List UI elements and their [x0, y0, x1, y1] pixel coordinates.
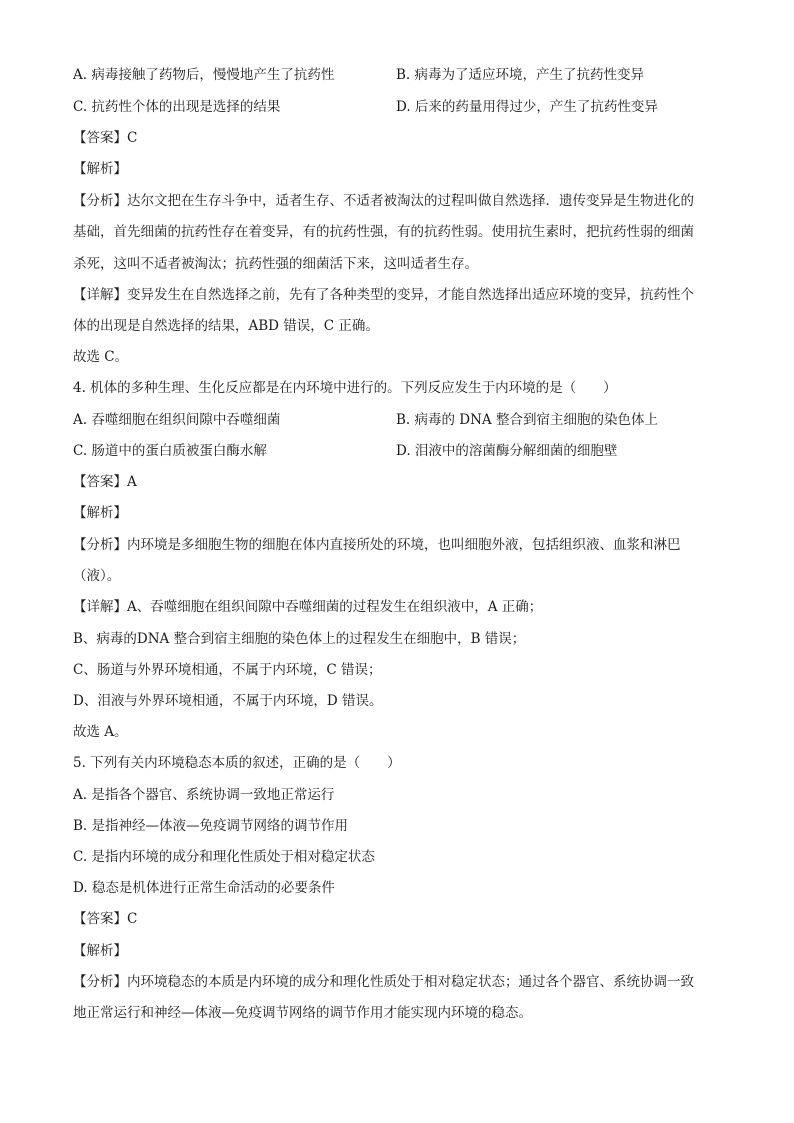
q5-fenxi-line-1: 【分析】内环境稳态的本质是内环境的成分和理化性质处于相对稳定状态；通过各个器官、系统协调一致: [73, 974, 694, 990]
q3-option-a: A. 病毒接触了药物后，慢慢地产生了抗药性: [73, 67, 335, 83]
q3-analysis-label: 【解析】: [73, 161, 127, 177]
q4-answer: 【答案】A: [73, 474, 137, 490]
q4-option-b: B. 病毒的 DNA 整合到宿主细胞的染色体上: [396, 412, 658, 428]
q3-conclusion: 故选 C。: [73, 349, 129, 365]
q3-fenxi-line-3: 杀死，这叫不适者被淘汰；抗药性强的细菌活下来，这叫适者生存。: [73, 256, 478, 272]
q3-xiangjie-line-1: 【详解】变异发生在自然选择之前，先有了各种类型的变异，才能自然选择出适应环境的变异，抗药性个: [73, 287, 694, 303]
q4-xiangjie-line-4: D、泪液与外界环境相通，不属于内环境，D 错误。: [73, 693, 383, 709]
q4-option-a: A. 吞噬细胞在组织间隙中吞噬细菌: [73, 412, 281, 428]
q3-answer: 【答案】C: [73, 130, 138, 146]
q4-stem: 4. 机体的多种生理、生化反应都是在内环境中进行的。下列反应发生于内环境的是（ ）: [73, 380, 617, 396]
q4-analysis-label: 【解析】: [73, 505, 127, 521]
q5-option-b: B. 是指神经—体液—免疫调节网络的调节作用: [73, 818, 349, 834]
q4-xiangjie-line-2: B、病毒的DNA 整合到宿主细胞的染色体上的过程发生在细胞中，B 错误；: [73, 631, 526, 647]
q4-xiangjie-line-3: C、肠道与外界环境相通，不属于内环境，C 错误；: [73, 662, 382, 678]
q3-option-b: B. 病毒为了适应环境，产生了抗药性变异: [396, 67, 645, 83]
q3-fenxi-line-2: 基础，首先细菌的抗药性存在着变异，有的抗药性强，有的抗药性弱。使用抗生素时，把抗药性弱的细菌: [73, 224, 694, 240]
q4-option-d: D. 泪液中的溶菌酶分解细菌的细胞壁: [396, 443, 618, 459]
q4-option-c: C. 肠道中的蛋白质被蛋白酶水解: [73, 443, 267, 459]
q3-option-d: D. 后来的药量用得过少，产生了抗药性变异: [396, 99, 658, 115]
q5-option-a: A. 是指各个器官、系统协调一致地正常运行: [73, 787, 335, 803]
q5-option-d: D. 稳态是机体进行正常生命活动的必要条件: [73, 880, 335, 896]
q5-stem: 5. 下列有关内环境稳态本质的叙述，正确的是（ ）: [73, 755, 401, 771]
q5-analysis-label: 【解析】: [73, 943, 127, 959]
q3-fenxi-line-1: 【分析】达尔文把在生存斗争中，适者生存、不适者被淘汰的过程叫做自然选择．遗传变异是生物进化的: [73, 193, 694, 209]
q3-xiangjie-line-2: 体的出现是自然选择的结果，ABD 错误，C 正确。: [73, 318, 379, 334]
q5-fenxi-line-2: 地正常运行和神经—体液—免疫调节网络的调节作用才能实现内环境的稳态。: [73, 1005, 532, 1021]
q5-answer: 【答案】C: [73, 911, 138, 927]
q4-xiangjie-line-1: 【详解】A、吞噬细胞在组织间隙中吞噬细菌的过程发生在组织液中，A 正确；: [73, 599, 543, 615]
q4-fenxi-line-1: 【分析】内环境是多细胞生物的细胞在体内直接所处的环境，也叫细胞外液，包括组织液、血浆和淋巴: [73, 537, 681, 553]
q4-conclusion: 故选 A。: [73, 724, 128, 740]
q4-fenxi-line-2: （液）。: [73, 568, 121, 584]
q3-option-c: C. 抗药性个体的出现是选择的结果: [73, 99, 281, 115]
q5-option-c: C. 是指内环境的成分和理化性质处于相对稳定状态: [73, 849, 375, 865]
